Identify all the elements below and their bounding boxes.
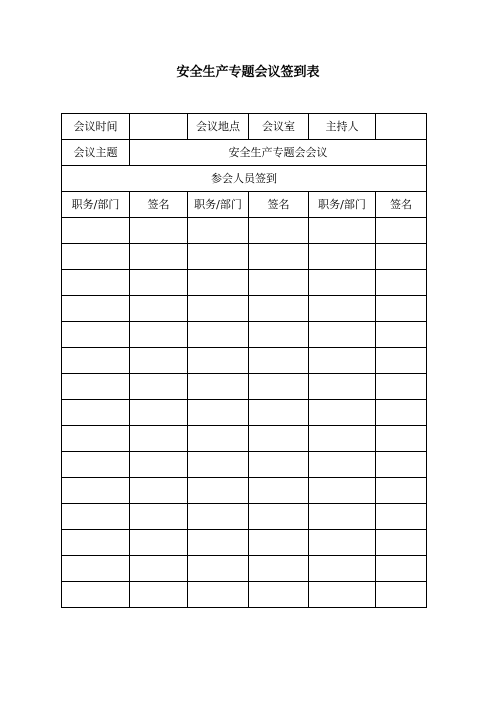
signature-cell[interactable] (130, 296, 188, 322)
dept-cell[interactable] (309, 504, 376, 530)
dept-cell[interactable] (62, 218, 130, 244)
dept-cell[interactable] (62, 244, 130, 270)
dept-cell[interactable] (309, 374, 376, 400)
dept-cell[interactable] (188, 270, 249, 296)
signature-cell[interactable] (249, 322, 309, 348)
dept-cell[interactable] (62, 374, 130, 400)
signature-cell[interactable] (376, 374, 427, 400)
table-row (62, 296, 427, 322)
dept-cell[interactable] (188, 374, 249, 400)
signature-cell[interactable] (376, 504, 427, 530)
signature-cell[interactable] (376, 244, 427, 270)
dept-cell[interactable] (309, 348, 376, 374)
signature-cell[interactable] (376, 452, 427, 478)
signature-cell[interactable] (249, 530, 309, 556)
table-row (62, 244, 427, 270)
signature-cell[interactable] (130, 478, 188, 504)
signin-header: 参会人员签到 (62, 166, 427, 192)
location-field[interactable]: 会议室 (249, 114, 309, 140)
dept-cell[interactable] (309, 400, 376, 426)
dept-cell[interactable] (309, 556, 376, 582)
signature-cell[interactable] (249, 426, 309, 452)
signature-cell[interactable] (249, 374, 309, 400)
table-row (62, 530, 427, 556)
meeting-topic-row (62, 140, 427, 166)
signature-cell[interactable] (249, 270, 309, 296)
meeting-info-row (62, 114, 427, 140)
table-row (62, 452, 427, 478)
dept-cell[interactable] (188, 296, 249, 322)
dept-cell[interactable] (62, 582, 130, 608)
dept-cell[interactable] (309, 478, 376, 504)
table-row (62, 426, 427, 452)
signature-cell[interactable] (376, 348, 427, 374)
dept-cell[interactable] (62, 478, 130, 504)
column-header-row (62, 192, 427, 218)
dept-cell[interactable] (188, 244, 249, 270)
dept-cell[interactable] (188, 426, 249, 452)
dept-cell[interactable] (62, 426, 130, 452)
table-row (62, 374, 427, 400)
signature-cell[interactable] (130, 530, 188, 556)
signature-cell[interactable] (376, 270, 427, 296)
dept-cell[interactable] (188, 400, 249, 426)
table-row (62, 400, 427, 426)
signature-cell[interactable] (130, 244, 188, 270)
signature-cell[interactable] (130, 218, 188, 244)
signature-cell[interactable] (249, 452, 309, 478)
signature-cell[interactable] (130, 426, 188, 452)
dept-cell[interactable] (309, 530, 376, 556)
dept-cell[interactable] (188, 478, 249, 504)
host-label: 主持人 (309, 114, 376, 140)
table-row (62, 582, 427, 608)
signature-cell[interactable] (376, 296, 427, 322)
table-row (62, 218, 427, 244)
table-row (62, 348, 427, 374)
signature-cell[interactable] (130, 504, 188, 530)
table-row (62, 504, 427, 530)
dept-cell[interactable] (62, 452, 130, 478)
column-header-dept: 职务/部门 (62, 192, 130, 218)
dept-cell[interactable] (309, 218, 376, 244)
signature-cell[interactable] (130, 348, 188, 374)
topic-label: 会议主题 (62, 140, 130, 166)
dept-cell[interactable] (309, 322, 376, 348)
signature-cell[interactable] (249, 244, 309, 270)
dept-cell[interactable] (309, 582, 376, 608)
signature-cell[interactable] (249, 218, 309, 244)
dept-cell[interactable] (62, 322, 130, 348)
column-header-signature: 签名 (130, 192, 188, 218)
signature-cell[interactable] (249, 582, 309, 608)
signature-cell[interactable] (376, 218, 427, 244)
signature-cell[interactable] (376, 426, 427, 452)
dept-cell[interactable] (188, 322, 249, 348)
signature-cell[interactable] (249, 296, 309, 322)
host-field[interactable] (376, 114, 427, 140)
dept-cell[interactable] (309, 296, 376, 322)
dept-cell[interactable] (188, 556, 249, 582)
signature-cell[interactable] (376, 556, 427, 582)
signature-cell[interactable] (249, 556, 309, 582)
signature-cell[interactable] (249, 504, 309, 530)
signature-cell[interactable] (249, 478, 309, 504)
dept-cell[interactable] (309, 426, 376, 452)
dept-cell[interactable] (309, 452, 376, 478)
signature-cell[interactable] (376, 322, 427, 348)
signature-cell[interactable] (130, 270, 188, 296)
signature-cell[interactable] (376, 530, 427, 556)
dept-cell[interactable] (188, 218, 249, 244)
table-row (62, 322, 427, 348)
topic-field[interactable]: 安全生产专题会会议 (130, 140, 427, 166)
table-row (62, 556, 427, 582)
dept-cell[interactable] (309, 270, 376, 296)
column-header-dept: 职务/部门 (309, 192, 376, 218)
signature-cell[interactable] (130, 374, 188, 400)
dept-cell[interactable] (188, 348, 249, 374)
dept-cell[interactable] (62, 556, 130, 582)
signature-cell[interactable] (249, 400, 309, 426)
signature-cell[interactable] (130, 582, 188, 608)
dept-cell[interactable] (62, 530, 130, 556)
signature-cell[interactable] (376, 582, 427, 608)
dept-cell[interactable] (62, 296, 130, 322)
signature-cell[interactable] (130, 452, 188, 478)
location-label: 会议地点 (188, 114, 249, 140)
dept-cell[interactable] (62, 400, 130, 426)
table-row (62, 270, 427, 296)
dept-cell[interactable] (309, 244, 376, 270)
dept-cell[interactable] (62, 504, 130, 530)
dept-cell[interactable] (188, 504, 249, 530)
time-label: 会议时间 (62, 114, 130, 140)
sign-in-table (61, 113, 427, 608)
table-row (62, 478, 427, 504)
column-header-dept: 职务/部门 (188, 192, 249, 218)
signature-cell[interactable] (130, 556, 188, 582)
signature-cell[interactable] (376, 478, 427, 504)
dept-cell[interactable] (62, 348, 130, 374)
dept-cell[interactable] (188, 582, 249, 608)
page-title: 安全生产专题会议签到表 (176, 65, 320, 80)
time-field[interactable] (130, 114, 188, 140)
signin-header-row (62, 166, 427, 192)
dept-cell[interactable] (62, 270, 130, 296)
signature-cell[interactable] (249, 348, 309, 374)
column-header-signature: 签名 (249, 192, 309, 218)
signature-cell[interactable] (130, 322, 188, 348)
dept-cell[interactable] (188, 452, 249, 478)
dept-cell[interactable] (188, 530, 249, 556)
column-header-signature: 签名 (376, 192, 427, 218)
signature-cell[interactable] (130, 400, 188, 426)
signature-cell[interactable] (376, 400, 427, 426)
